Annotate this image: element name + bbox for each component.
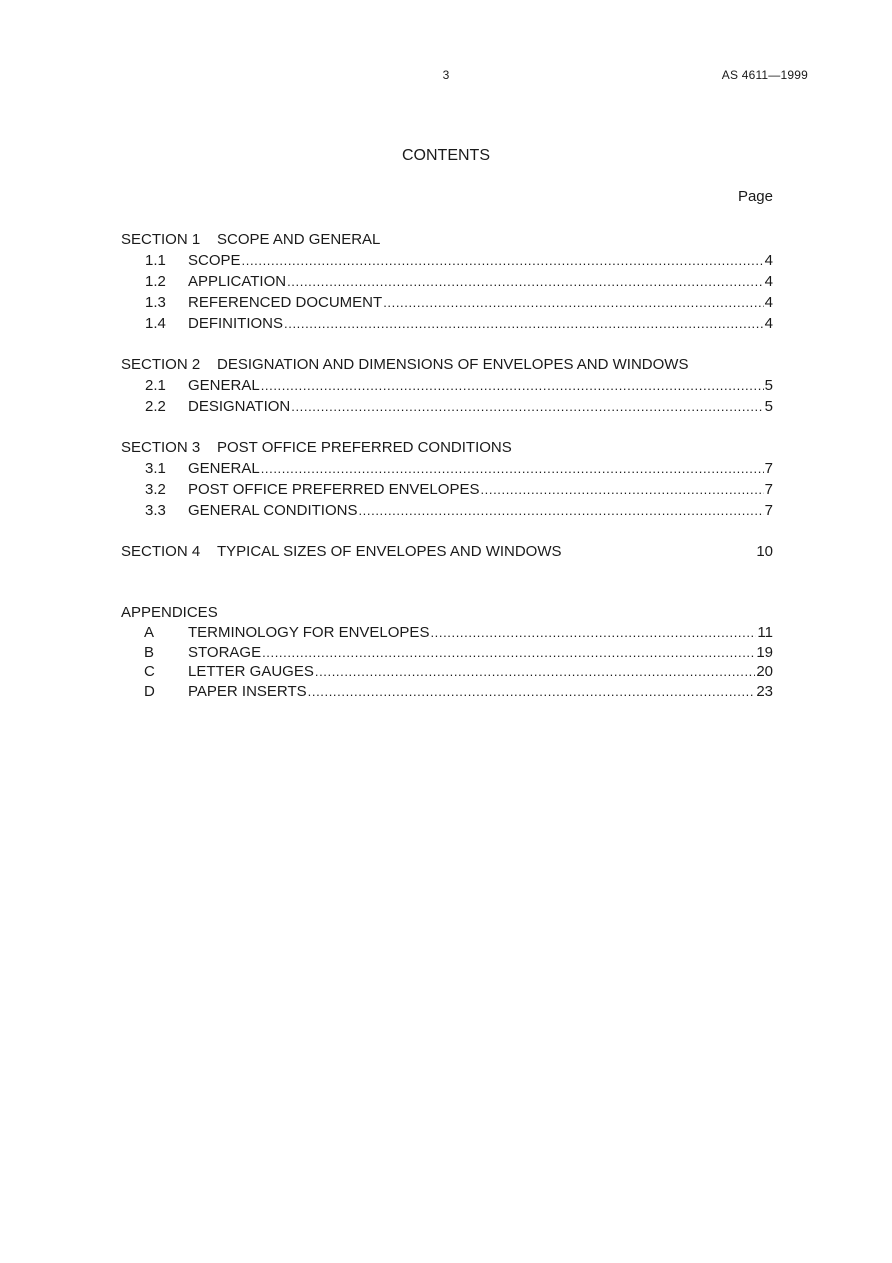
section-heading[interactable] [121,354,773,375]
entry-page: 5 [764,377,773,394]
dot-leader [308,682,756,702]
entry-number: 2.1 [145,377,166,394]
section-label: SECTION 4 [121,543,201,560]
appendix-page: 19 [756,643,773,661]
entry-page: 5 [764,398,773,415]
entry-title: REFERENCED DOCUMENT [188,294,383,311]
entry-page: 4 [764,273,773,290]
entry-number: 3.1 [145,460,166,477]
page-number: 3 [442,68,450,82]
toc-entry[interactable] [121,375,773,396]
appendix-letter: A [144,624,155,641]
toc-entry[interactable] [121,500,773,521]
dot-leader [287,271,764,292]
toc-entry[interactable] [121,396,773,417]
appendix-page: 20 [756,663,773,681]
dot-leader [261,375,764,396]
entry-title: POST OFFICE PREFERRED ENVELOPES [188,481,480,498]
appendix-entry[interactable] [121,643,773,663]
dot-leader [242,250,764,271]
page-column-label: Page [737,188,773,205]
appendices-heading: APPENDICES [121,604,218,621]
section-heading[interactable] [121,437,773,458]
entry-page: 7 [764,502,773,519]
dot-leader [261,458,764,479]
appendix-letter: B [144,643,155,661]
entry-title: DEFINITIONS [188,315,284,332]
dot-leader [383,292,763,313]
toc-section [121,437,773,521]
appendix-title: TERMINOLOGY FOR ENVELOPES [188,624,430,641]
entry-number: 2.2 [145,398,166,415]
section-label: SECTION 1 [121,231,201,248]
entry-title: APPLICATION [188,273,287,290]
entry-number: 1.2 [145,273,166,290]
table-of-contents [121,229,773,702]
section-title: SCOPE AND GENERAL [217,231,381,248]
appendices-section [121,602,773,702]
toc-section [121,229,773,334]
toc-entry[interactable] [121,292,773,313]
entry-number: 1.4 [145,315,166,332]
toc-entry[interactable] [121,458,773,479]
dot-leader [262,643,755,663]
appendix-page: 23 [756,683,773,701]
appendix-title: STORAGE [188,643,262,661]
dot-leader [284,313,764,334]
section-page: 10 [756,543,773,560]
section-label: SECTION 3 [121,439,201,456]
section-title: DESIGNATION AND DIMENSIONS OF ENVELOPES AND WINDOWS [217,356,689,373]
entry-number: 1.1 [145,252,166,269]
appendix-entry[interactable] [121,623,773,643]
entry-title: SCOPE [188,252,241,269]
entry-title: DESIGNATION [188,398,291,415]
section-label: SECTION 2 [121,356,201,373]
appendix-title: LETTER GAUGES [188,663,314,681]
appendix-entry[interactable] [121,662,773,682]
toc-entry[interactable] [121,271,773,292]
entry-page: 4 [764,294,773,311]
entry-title: GENERAL [188,460,260,477]
entry-title: GENERAL [188,377,260,394]
section-title: POST OFFICE PREFERRED CONDITIONS [217,439,512,456]
entry-title: GENERAL CONDITIONS [188,502,358,519]
entry-number: 3.2 [145,481,166,498]
section-title: TYPICAL SIZES OF ENVELOPES AND WINDOWS [217,543,562,560]
toc-section [121,541,773,562]
document-id: AS 4611—1999 [721,68,808,82]
dot-leader [430,623,756,643]
dot-leader [315,662,755,682]
dot-leader [291,396,763,417]
section-heading[interactable] [121,229,773,250]
appendix-entry[interactable] [121,682,773,702]
toc-entry[interactable] [121,250,773,271]
dot-leader [480,479,763,500]
entry-page: 4 [764,252,773,269]
section-heading[interactable] [121,541,773,562]
entry-number: 3.3 [145,502,166,519]
appendix-title: PAPER INSERTS [188,683,307,701]
entry-number: 1.3 [145,294,166,311]
toc-entry[interactable] [121,479,773,500]
entry-page: 7 [764,460,773,477]
toc-entry[interactable] [121,313,773,334]
appendix-letter: C [144,663,155,681]
appendix-page: 11 [757,624,773,641]
appendix-letter: D [144,683,155,701]
toc-section [121,354,773,417]
entry-page: 7 [764,481,773,498]
entry-page: 4 [764,315,773,332]
contents-title: CONTENTS [402,147,490,164]
dot-leader [358,500,763,521]
